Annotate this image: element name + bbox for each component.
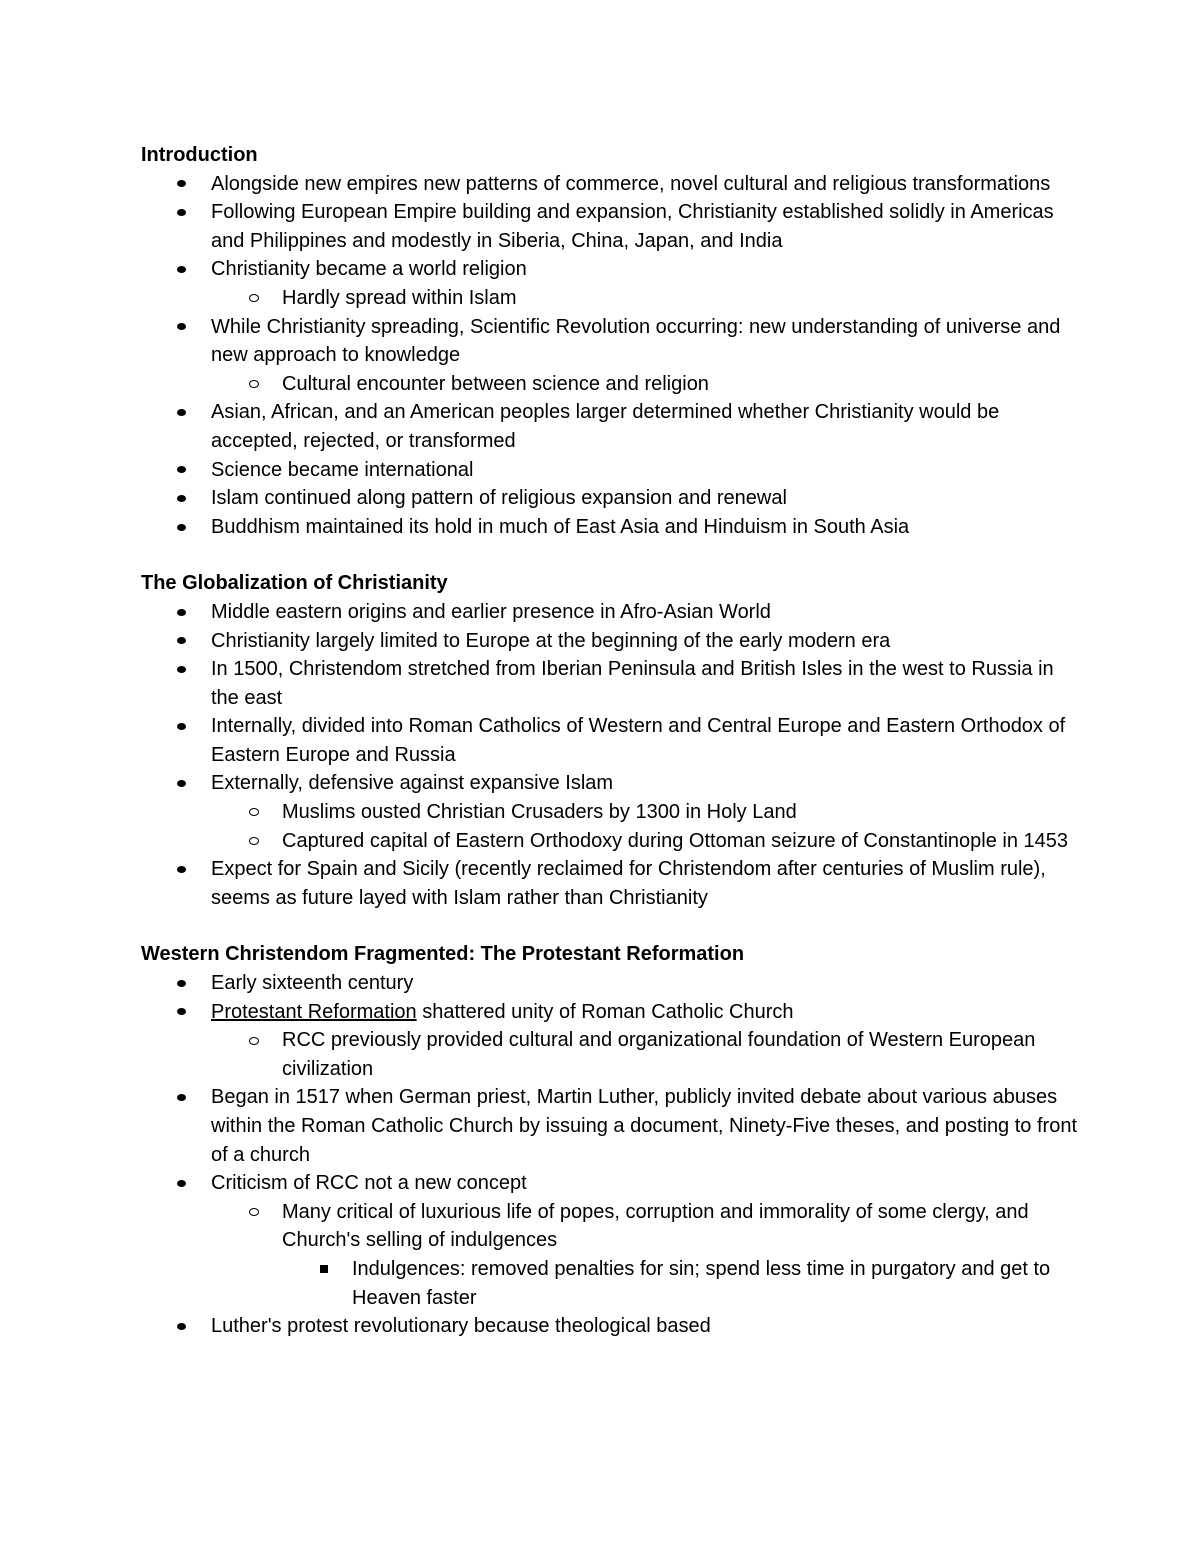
bullet-circle-icon — [249, 798, 259, 827]
list-item: Alongside new empires new patterns of commerce, novel cultural and religious transformations — [141, 170, 1080, 199]
bullet-circle-icon — [249, 284, 259, 313]
bullet-dot-icon — [177, 855, 186, 884]
bullet-dot-icon — [177, 198, 186, 227]
list-item: Islam continued along pattern of religious expansion and renewal — [141, 484, 1080, 513]
bullet-circle-icon — [249, 1198, 259, 1227]
bullet-dot-icon — [177, 398, 186, 427]
sub-list-item: Cultural encounter between science and religion — [211, 370, 1080, 399]
list-item: Middle eastern origins and earlier presence in Afro-Asian World — [141, 598, 1080, 627]
bullet-list — [141, 170, 1080, 542]
list-item: Early sixteenth century — [141, 969, 1080, 998]
list-item: Christianity largely limited to Europe at the beginning of the early modern era — [141, 627, 1080, 656]
bullet-dot-icon — [177, 655, 186, 684]
sub-list-item: RCC previously provided cultural and organizational foundation of Western European civilization — [211, 1026, 1080, 1083]
bullet-dot-icon — [177, 513, 186, 542]
section-protestant-reformation — [141, 940, 1080, 1340]
list-item: Asian, African, and an American peoples larger determined whether Christianity would be accepted, rejected, or transformed — [141, 398, 1080, 455]
bullet-dot-icon — [177, 484, 186, 513]
list-item: Science became international — [141, 456, 1080, 485]
section-heading: Western Christendom Fragmented: The Protestant Reformation — [141, 943, 745, 966]
sub-list-item: Captured capital of Eastern Orthodoxy during Ottoman seizure of Constantinople in 1453 — [211, 827, 1080, 856]
bullet-circle-icon — [249, 1026, 259, 1055]
sub-bullet-list — [211, 798, 1080, 855]
bullet-dot-icon — [177, 1312, 186, 1341]
list-item: Luther's protest revolutionary because theological based — [141, 1312, 1080, 1341]
list-item: Protestant Reformation shattered unity of Roman Catholic Church RCC previously provided cultural and organizational foundation of Western European civilization — [141, 998, 1080, 1084]
bullet-circle-icon — [249, 827, 259, 856]
bullet-dot-icon — [177, 255, 186, 284]
bullet-dot-icon — [177, 712, 186, 741]
list-item: In 1500, Christendom stretched from Iberian Peninsula and British Isles in the west to Russia in the east — [141, 655, 1080, 712]
section-heading: Introduction — [141, 144, 258, 166]
bullet-dot-icon — [177, 969, 186, 998]
section-introduction — [141, 141, 1080, 541]
list-item: Christianity became a world religion Hardly spread within Islam — [141, 255, 1080, 312]
list-item: While Christianity spreading, Scientific Revolution occurring: new understanding of universe and new approach to knowledge Cultural encounter between science and religion — [141, 313, 1080, 399]
bullet-dot-icon — [177, 1083, 186, 1112]
bullet-dot-icon — [177, 313, 186, 342]
bullet-dot-icon — [177, 456, 186, 485]
bullet-dot-icon — [177, 998, 186, 1027]
list-item: Internally, divided into Roman Catholics of Western and Central Europe and Eastern Orthodox of Eastern Europe and Russia — [141, 712, 1080, 769]
sub-list-item: Many critical of luxurious life of popes, corruption and immorality of some clergy, and Church's selling of indulgences Indulgences: removed penalties for sin; spend less time in purgatory and get to Heaven faster — [211, 1198, 1080, 1312]
bullet-list — [141, 969, 1080, 1341]
sub-bullet-list — [211, 1198, 1080, 1312]
list-item: Buddhism maintained its hold in much of East Asia and Hinduism in South Asia — [141, 513, 1080, 542]
list-item: Following European Empire building and expansion, Christianity established solidly in Americas and Philippines and modestly in Siberia, China, Japan, and India — [141, 198, 1080, 255]
section-globalization-of-christianity — [141, 569, 1080, 912]
bullet-dot-icon — [177, 769, 186, 798]
bullet-circle-icon — [249, 370, 259, 399]
bullet-dot-icon — [177, 627, 186, 656]
sub-bullet-list — [211, 284, 1080, 313]
list-item: Expect for Spain and Sicily (recently reclaimed for Christendom after centuries of Muslim rule), seems as future layed with Islam rather than Christianity — [141, 855, 1080, 912]
list-item: Began in 1517 when German priest, Martin Luther, publicly invited debate about various abuses within the Roman Catholic Church by issuing a document, Ninety-Five theses, and posting to front of a church — [141, 1083, 1080, 1169]
bullet-square-icon — [320, 1255, 328, 1284]
underlined-term: Protestant Reformation — [211, 1000, 417, 1023]
sub-bullet-list — [211, 1026, 1080, 1083]
section-heading: The Globalization of Christianity — [141, 572, 448, 595]
list-item: Criticism of RCC not a new concept Many critical of luxurious life of popes, corruption and immorality of some clergy, and Church's selling of indulgences Indulgences: removed penalties for sin; spend less time in purgatory and get to Heaven faster — [141, 1169, 1080, 1312]
bullet-dot-icon — [177, 170, 186, 199]
bullet-dot-icon — [177, 1169, 186, 1198]
sub-list-item: Hardly spread within Islam — [211, 284, 1080, 313]
sub-sub-list-item: Indulgences: removed penalties for sin; spend less time in purgatory and get to Heaven faster — [282, 1255, 1080, 1312]
sub-bullet-list — [211, 370, 1080, 399]
sub-list-item: Muslims ousted Christian Crusaders by 1300 in Holy Land — [211, 798, 1080, 827]
sub-sub-bullet-list — [282, 1255, 1080, 1312]
bullet-dot-icon — [177, 598, 186, 627]
bullet-list — [141, 598, 1080, 913]
list-item: Externally, defensive against expansive Islam Muslims ousted Christian Crusaders by 1300 in Holy Land Captured capital of Eastern Orthodoxy during Ottoman seizure of Constantinople in 1453 — [141, 769, 1080, 855]
